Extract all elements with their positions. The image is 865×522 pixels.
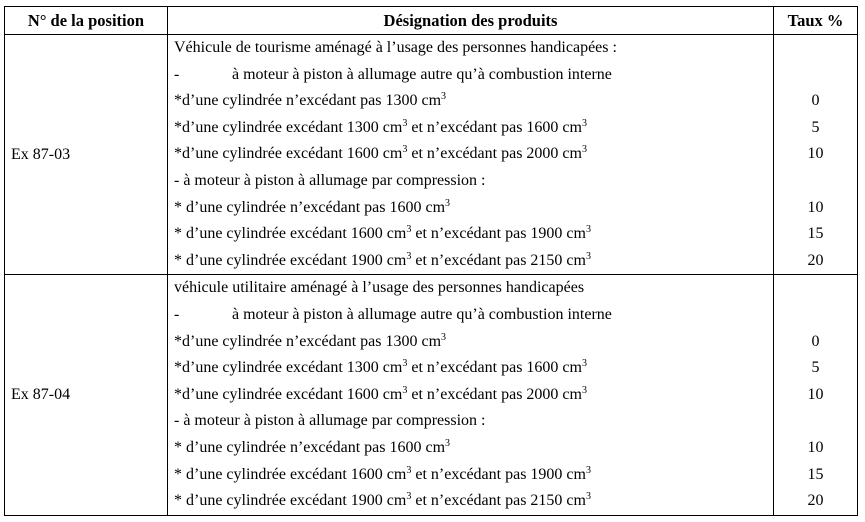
exponent: 3 bbox=[585, 491, 591, 503]
rate-value: 10 bbox=[807, 385, 824, 403]
header-designation: Désignation des produits bbox=[168, 7, 774, 35]
designation-line bbox=[168, 62, 773, 89]
position-cell: Ex 87-04 bbox=[5, 275, 168, 515]
rate-value: 10 bbox=[807, 145, 824, 163]
rate-value bbox=[774, 275, 857, 302]
exponent: 3 bbox=[581, 384, 587, 396]
rate-value: 10 bbox=[807, 198, 824, 216]
designation-text: * d’une cylindrée n’excédant pas 1600 cm bbox=[174, 438, 446, 456]
designation-text: *d’une cylindrée n’excédant pas 1300 cm bbox=[174, 92, 442, 110]
dash-marker: - bbox=[174, 65, 180, 83]
rate-value: 15 bbox=[807, 225, 824, 243]
header-row bbox=[5, 7, 858, 35]
designation-text: à moteur à piston à allumage autre qu’à combustion interne bbox=[232, 65, 612, 83]
rate-value bbox=[774, 35, 857, 62]
rate-value: 0 bbox=[811, 92, 820, 110]
table-row bbox=[5, 275, 858, 515]
designation-text-cont: et n’excédant pas 1900 cm bbox=[411, 465, 586, 483]
designation-line bbox=[168, 382, 773, 409]
exponent: 3 bbox=[441, 91, 447, 103]
designation-line bbox=[168, 462, 773, 489]
table-body bbox=[5, 35, 858, 516]
designation-text: * d’une cylindrée excédant 1600 cm bbox=[174, 225, 407, 243]
header-taux: Taux % bbox=[774, 7, 858, 35]
designation-text-cont: et n’excédant pas 1600 cm bbox=[407, 359, 582, 377]
exponent: 3 bbox=[585, 464, 591, 476]
exponent: 3 bbox=[581, 358, 587, 370]
exponent: 3 bbox=[406, 464, 412, 476]
exponent: 3 bbox=[402, 117, 408, 129]
designation-text-cont: et n’excédant pas 2000 cm bbox=[407, 145, 582, 163]
designation-line bbox=[168, 35, 773, 62]
designation-line bbox=[168, 88, 773, 115]
designation-line bbox=[168, 141, 773, 168]
designation-text: à moteur à piston à allumage autre qu’à combustion interne bbox=[232, 305, 612, 323]
tariff-table bbox=[4, 6, 858, 516]
rate-value bbox=[774, 302, 857, 329]
rate-value: 5 bbox=[811, 118, 820, 136]
designation-cell bbox=[168, 35, 774, 275]
exponent: 3 bbox=[445, 197, 451, 209]
designation-cell bbox=[168, 275, 774, 515]
designation-text: * d’une cylindrée excédant 1900 cm bbox=[174, 251, 407, 269]
exponent: 3 bbox=[406, 491, 412, 503]
designation-text: - à moteur à piston à allumage par compression : bbox=[174, 412, 486, 430]
designation-line bbox=[168, 221, 773, 248]
exponent: 3 bbox=[406, 224, 412, 236]
rate-value: 20 bbox=[807, 251, 824, 269]
designation-line bbox=[168, 408, 773, 435]
rate-value: 15 bbox=[807, 465, 824, 483]
designation-text: *d’une cylindrée excédant 1300 cm bbox=[174, 118, 403, 136]
exponent: 3 bbox=[402, 144, 408, 156]
rate-value bbox=[774, 62, 857, 89]
designation-line bbox=[168, 195, 773, 222]
designation-text: *d’une cylindrée n’excédant pas 1300 cm bbox=[174, 332, 442, 350]
designation-text-cont: et n’excédant pas 2000 cm bbox=[407, 385, 582, 403]
dash-marker: - bbox=[174, 305, 180, 323]
exponent: 3 bbox=[402, 358, 408, 370]
exponent: 3 bbox=[402, 384, 408, 396]
rate-value: 5 bbox=[811, 359, 820, 377]
designation-line bbox=[168, 248, 773, 275]
rate-cell bbox=[774, 275, 858, 515]
designation-line bbox=[168, 488, 773, 515]
designation-text: *d’une cylindrée excédant 1600 cm bbox=[174, 145, 403, 163]
exponent: 3 bbox=[585, 250, 591, 262]
designation-text: * d’une cylindrée excédant 1900 cm bbox=[174, 492, 407, 510]
rate-value: 20 bbox=[807, 492, 824, 510]
rate-value bbox=[774, 408, 857, 435]
designation-text: *d’une cylindrée excédant 1600 cm bbox=[174, 385, 403, 403]
designation-text: * d’une cylindrée excédant 1600 cm bbox=[174, 465, 407, 483]
exponent: 3 bbox=[581, 117, 587, 129]
exponent: 3 bbox=[585, 224, 591, 236]
designation-line bbox=[168, 275, 773, 302]
designation-line bbox=[168, 302, 773, 329]
designation-text-cont: et n’excédant pas 1900 cm bbox=[411, 225, 586, 243]
exponent: 3 bbox=[445, 437, 451, 449]
designation-line bbox=[168, 435, 773, 462]
rate-value bbox=[774, 168, 857, 195]
rate-value: 0 bbox=[811, 332, 820, 350]
designation-text-cont: et n’excédant pas 2150 cm bbox=[411, 251, 586, 269]
exponent: 3 bbox=[406, 250, 412, 262]
designation-text: * d’une cylindrée n’excédant pas 1600 cm bbox=[174, 198, 446, 216]
designation-text-cont: et n’excédant pas 2150 cm bbox=[411, 492, 586, 510]
header-position: N° de la position bbox=[5, 7, 168, 35]
exponent: 3 bbox=[441, 331, 447, 343]
rate-cell bbox=[774, 35, 858, 275]
designation-line bbox=[168, 115, 773, 142]
designation-line bbox=[168, 329, 773, 356]
designation-line bbox=[168, 355, 773, 382]
designation-text: Véhicule de tourisme aménagé à l’usage des personnes handicapées : bbox=[174, 39, 617, 56]
designation-text: - à moteur à piston à allumage par compression : bbox=[174, 171, 486, 189]
exponent: 3 bbox=[581, 144, 587, 156]
table-row bbox=[5, 35, 858, 275]
designation-text: *d’une cylindrée excédant 1300 cm bbox=[174, 359, 403, 377]
designation-text: véhicule utilitaire aménagé à l’usage des personnes handicapées bbox=[174, 279, 585, 297]
position-cell: Ex 87-03 bbox=[5, 35, 168, 275]
rate-value: 10 bbox=[807, 438, 824, 456]
designation-text-cont: et n’excédant pas 1600 cm bbox=[407, 118, 582, 136]
designation-line bbox=[168, 168, 773, 195]
